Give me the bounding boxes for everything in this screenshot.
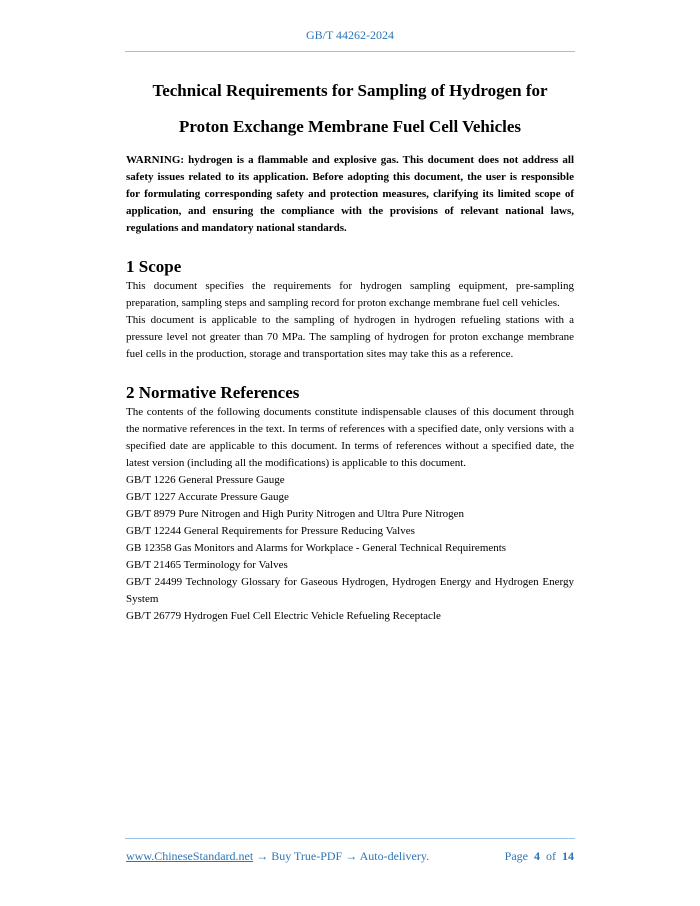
title-line-2: Proton Exchange Membrane Fuel Cell Vehicles xyxy=(178,117,522,136)
footer-tagline: → Buy True-PDF → Auto-delivery. xyxy=(253,849,430,863)
reference-item: GB/T 26779 Hydrogen Fuel Cell Electric Vehicle Refueling Receptacle xyxy=(126,610,441,622)
reference-item: GB/T 24499 Technology Glossary for Gaseous Hydrogen, Hydrogen Energy and Hydrogen Energy System xyxy=(126,576,574,605)
reference-item: GB/T 12244 General Requirements for Pressure Reducing Valves xyxy=(126,525,415,537)
document-code: GB/T 44262-2024 xyxy=(305,28,395,42)
page-header xyxy=(0,28,700,43)
website-link[interactable]: www.ChineseStandard.net xyxy=(126,849,254,863)
total-pages: 14 xyxy=(562,849,574,863)
section-heading-normative-references: 2 Normative References xyxy=(126,383,300,402)
header-rule xyxy=(125,51,575,52)
document-body xyxy=(126,76,574,625)
warning-notice: WARNING: hydrogen is a flammable and explosive gas. This document does not address all safety issues related to its application. Before adopting this document, the user is responsible for formulating corresponding safety and protection measures, clarifying its limited scope of application, and ensuring the compliance with the provisions of relevant national laws, regulations and mandatory national standards. xyxy=(126,154,574,234)
title-line-1: Technical Requirements for Sampling of Hydrogen for xyxy=(152,81,548,100)
references-intro: The contents of the following documents constitute indispensable clauses of this document through the normative references in the text. In terms of references with a specified date, only versions with a specified date are applicable to this document. In terms of references without a specified date, the latest version (including all the modifications) is applicable to this document. xyxy=(126,406,574,469)
footer-rule xyxy=(125,838,575,839)
reference-item: GB/T 21465 Terminology for Valves xyxy=(126,559,288,571)
document-title xyxy=(126,76,574,142)
current-page: 4 xyxy=(534,849,540,863)
scope-paragraph-1: This document specifies the requirements for hydrogen sampling equipment, pre-sampling preparation, sampling steps and sampling record for proton exchange membrane fuel cell vehicles. xyxy=(126,280,574,309)
reference-item: GB/T 1226 General Pressure Gauge xyxy=(126,474,285,486)
reference-list xyxy=(126,472,574,625)
reference-item: GB/T 8979 Pure Nitrogen and High Purity Nitrogen and Ultra Pure Nitrogen xyxy=(126,508,464,520)
section-heading-scope: 1 Scope xyxy=(126,257,182,276)
page-number: Page 4 of 14 xyxy=(504,849,574,863)
scope-paragraph-2: This document is applicable to the sampling of hydrogen in hydrogen refueling stations with a pressure level not greater than 70 MPa. The sampling of hydrogen for proton exchange membrane fuel cells in the production, storage and transportation sites may take this as a reference. xyxy=(126,314,574,360)
reference-item: GB 12358 Gas Monitors and Alarms for Workplace - General Technical Requirements xyxy=(126,542,507,554)
reference-item: GB/T 1227 Accurate Pressure Gauge xyxy=(126,491,289,503)
page-footer xyxy=(126,849,574,864)
